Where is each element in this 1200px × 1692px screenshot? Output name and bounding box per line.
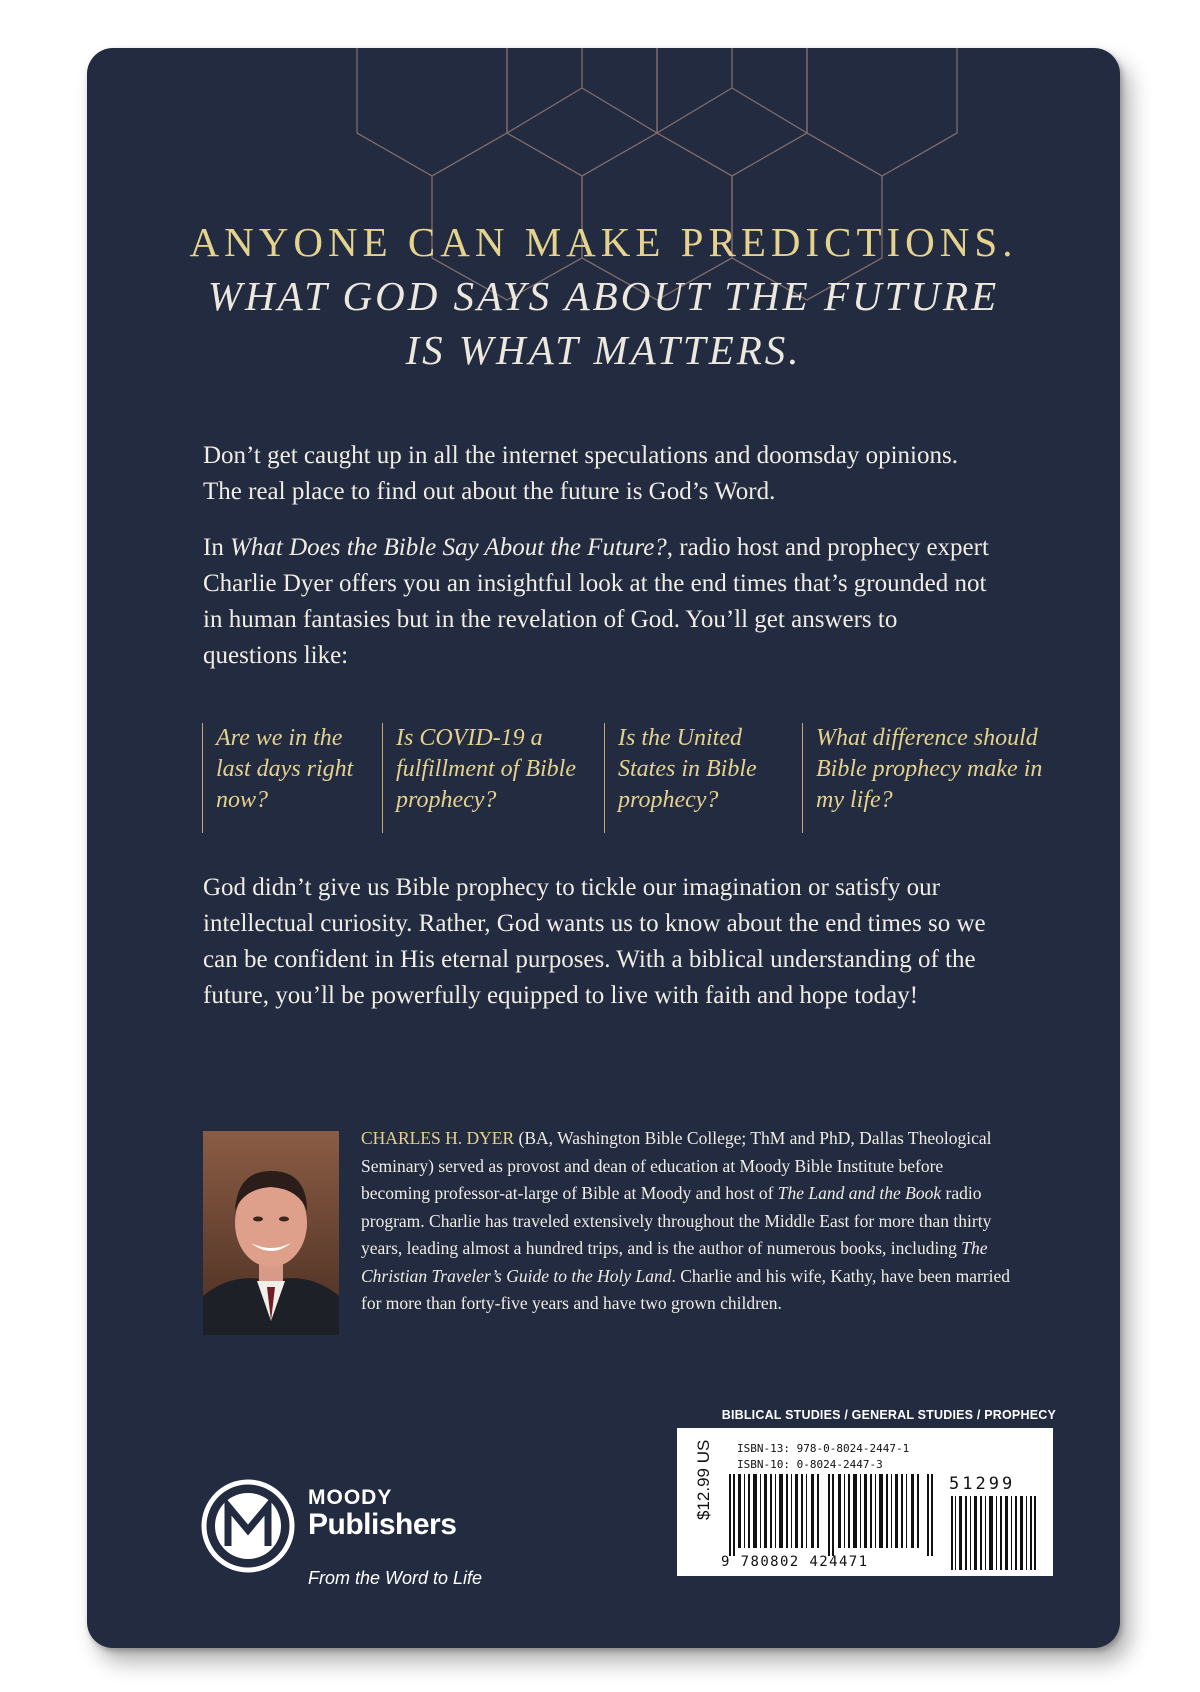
price-addon-code: 51299 — [949, 1474, 1016, 1494]
publisher-tagline: From the Word to Life — [308, 1568, 483, 1588]
addon-barcode — [949, 1496, 1039, 1570]
isbn-10: ISBN-10: 0-8024-2447-3 — [737, 1458, 883, 1471]
radio-program-title: The Land and the Book — [777, 1183, 942, 1203]
price-label: $12.99 US — [694, 1439, 713, 1520]
intro-paragraph-2 — [203, 530, 993, 674]
intro-prefix: In — [203, 534, 231, 561]
intro-paragraph-1 — [203, 438, 993, 510]
author-photo — [203, 1131, 339, 1335]
intro-paragraph-1-text: Don’t get caught up in all the internet speculations and doomsday opinions. The real place to find out about the future is God’s Word. — [203, 442, 958, 505]
isbn-13: ISBN-13: 978-0-8024-2447-1 — [737, 1442, 910, 1455]
intro-rest: , radio host and prophecy expert Charlie Dyer offers you an insightful look at the end times that’s grounded not in human fantasies but in the revelation of God. You’ll get answers to questions like: — [203, 534, 989, 669]
closing-paragraph — [203, 870, 993, 1014]
headline-line-3: IS WHAT MATTERS. — [405, 327, 802, 373]
author-bio-part-1: (BA, Washington Bible College; ThM and PhD, Dallas Theological Seminary) served as provost and dean of education at Moody Bible Institute before becoming professor-at-large of Bible at Moody and host of — [361, 1128, 992, 1203]
category-label: BIBLICAL STUDIES / GENERAL STUDIES / PROPHECY — [721, 1408, 1056, 1422]
author-bio-part-2: radio program. Charlie has traveled extensively throughout the Middle East for more than thirty years, leading almost a hundred trips, and is the author of numerous books, including — [361, 1183, 992, 1258]
publisher-name: MOODY — [308, 1486, 393, 1509]
author-name: CHARLES H. DYER — [361, 1128, 515, 1148]
author-bio-part-3: . Charlie and his wife, Kathy, have been married for more than forty-five years and have two grown children. — [361, 1265, 1011, 1313]
author-bio — [361, 1125, 1015, 1318]
book-reference-title: The Christian Traveler’s Guide to the Holy Land — [361, 1238, 988, 1286]
question-1: Are we in the last days right now? — [202, 723, 366, 833]
closing-paragraph-text: God didn’t give us Bible prophecy to tickle our imagination or satisfy our intellectual curiosity. Rather, God wants us to know about the end times so we can be confident in His eternal purposes. With a biblical understanding of the future, you’ll be powerfully equipped to live with faith and hope today! — [203, 874, 986, 1009]
ean-barcode — [727, 1474, 939, 1556]
headline-line-2: WHAT GOD SAYS ABOUT THE FUTURE — [207, 273, 1000, 319]
question-4: What difference should Bible prophecy make in my life? — [802, 723, 1066, 833]
ean-digits: 9 780802 424471 — [721, 1554, 869, 1570]
book-back-cover — [87, 48, 1120, 1648]
moody-logo-icon — [200, 1478, 296, 1574]
barcode-panel — [677, 1428, 1053, 1576]
question-2: Is COVID-19 a fulfillment of Bible prophecy? — [382, 723, 596, 833]
question-3: Is the United States in Bible prophecy? — [604, 723, 798, 833]
publisher-subname: Publishers — [308, 1508, 457, 1541]
headline-line-1: ANYONE CAN MAKE PREDICTIONS. — [189, 219, 1018, 265]
book-title-italic: What Does the Bible Say About the Future? — [230, 534, 667, 561]
